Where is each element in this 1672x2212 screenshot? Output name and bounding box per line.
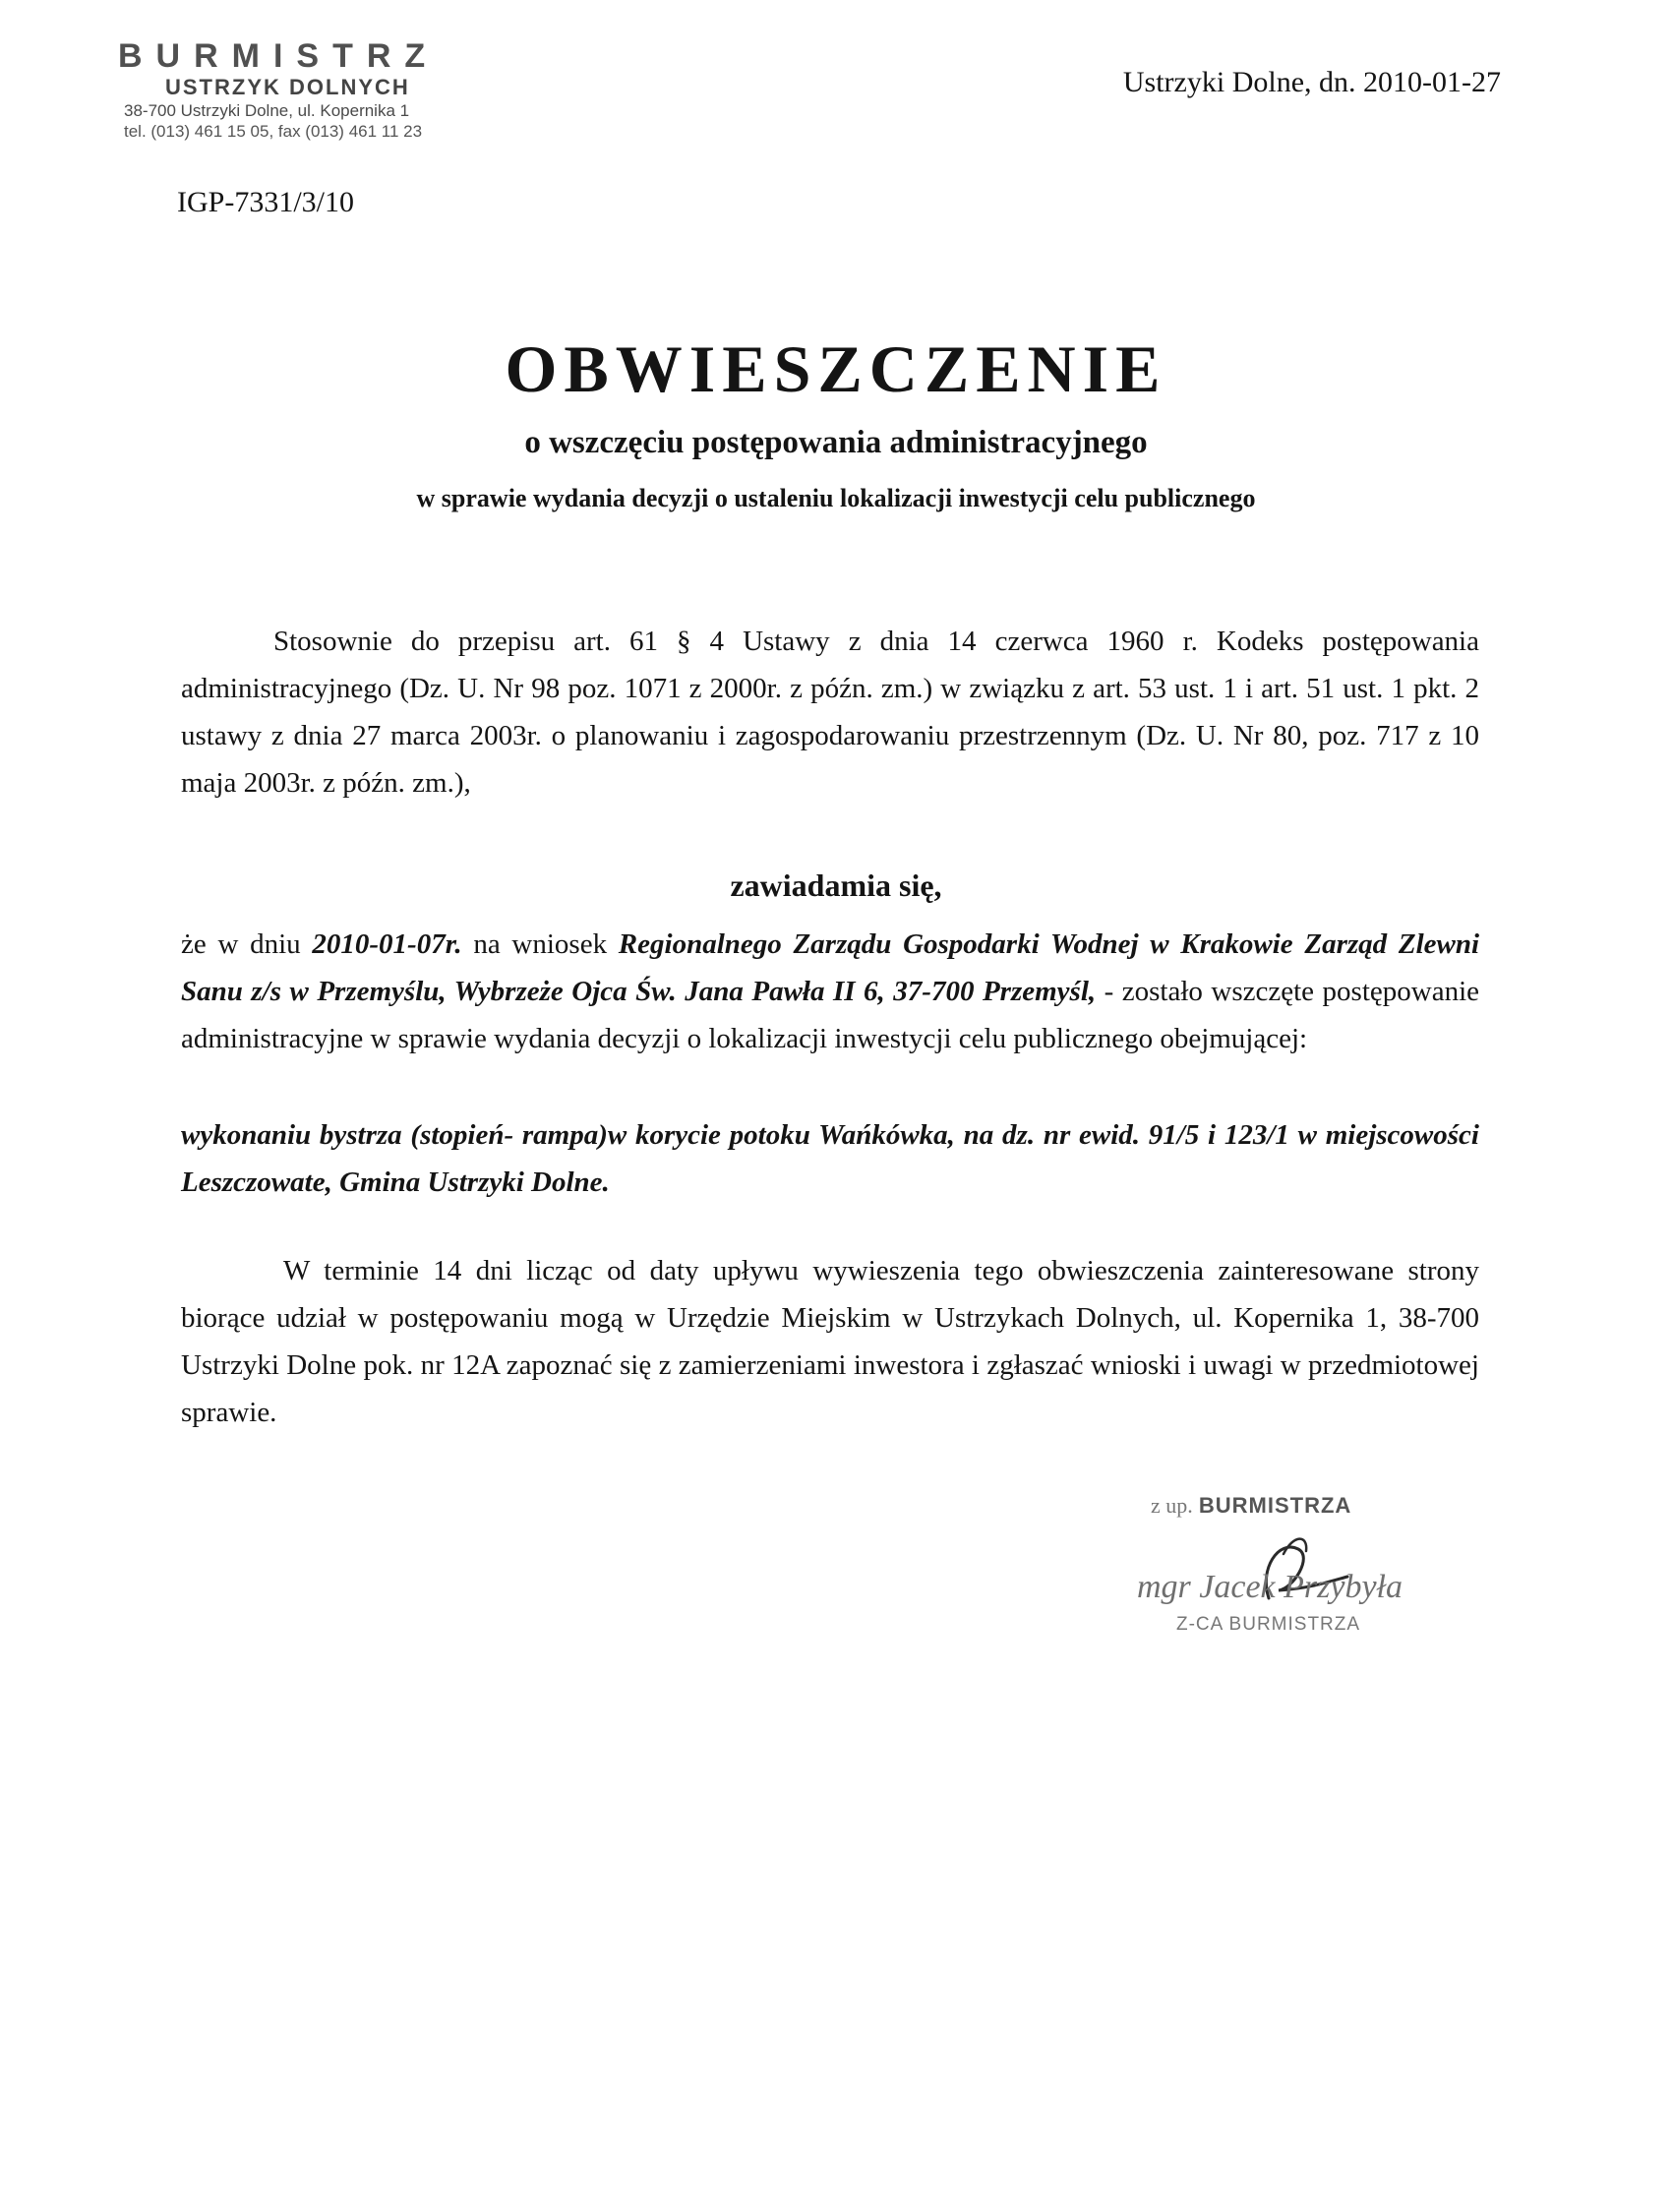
notification-heading: zawiadamia się, — [730, 867, 942, 903]
investment-description: wykonaniu bystrza (stopień- rampa)w korycie potoku Wańkówka, na dz. nr ewid. 91/5 i 123/1 w miejscowości Leszczowate, Gmina Ustrzyki Dolne. — [181, 1119, 1479, 1198]
deadline-paragraph: W terminie 14 dni licząc od daty upływu wywieszenia tego obwieszczenia zainteresowane strony biorące udział w postępowaniu mogą w Urzędzie Miejskim w Ustrzykach Dolnych, ul. Kopernika 1, 38-700 Ustrzyki Dolne pok. nr 12A zapoznać się z zamierzeniami inwestora i zgłaszać wnioski i uwagi w przedmiotowej sprawie. — [181, 1255, 1479, 1428]
stamp-phone: tel. (013) 461 15 05, fax (013) 461 11 23 — [124, 122, 423, 141]
p2-prefix: że w dniu — [181, 928, 301, 960]
p2-suffix: - zostało wszczęte postępowanie administracyjne w sprawie wydania decyzji o lokalizacji inwestycji celu publicznego obejmującej: — [181, 976, 1480, 1054]
office-stamp — [118, 37, 511, 142]
stamp-address: 38-700 Ustrzyki Dolne, ul. Kopernika 1 — [124, 101, 410, 120]
application-date: 2010-01-07r. — [312, 928, 462, 960]
document-title: OBWIESZCZENIE — [505, 331, 1167, 406]
document-subject: w sprawie wydania decyzji o ustaleniu lokalizacji inwestycji celu publicznego — [416, 484, 1256, 512]
legal-basis-paragraph: Stosownie do przepisu art. 61 § 4 Ustawy z dnia 14 czerwca 1960 r. Kodeks postępowania administracyjnego (Dz. U. Nr 98 poz. 1071 z 2000r. z późn. zm.) w związku z art. 53 ust. 1 i art. 51 ust. 1 pkt. 2 ustawy z dnia 27 marca 2003r. o planowaniu i zagospodarowaniu przestrzennym (Dz. U. Nr 80, poz. 717 z 10 maja 2003r. z późn. zm.), — [181, 626, 1479, 799]
signatory-name: mgr Jacek Przybyła — [1137, 1569, 1403, 1605]
p2-mid: na wniosek — [473, 928, 608, 960]
place-and-date: Ustrzyki Dolne, dn. 2010-01-27 — [1122, 66, 1501, 98]
on-behalf-role: BURMISTRZA — [1198, 1493, 1352, 1518]
signatory-function: Z-CA BURMISTRZA — [1176, 1614, 1361, 1635]
application-paragraph — [181, 921, 1479, 1062]
applicant-name: Regionalnego Zarządu Gospodarki Wodnej w Krakowie Zarząd Zlewni Sanu z/s w Przemyślu, Wybrzeże Ojca Św. Jana Pawła II 6, 37-700 Przemyśl, — [181, 928, 1480, 1007]
stamp-office-city: USTRZYK DOLNYCH — [165, 75, 410, 99]
case-number: IGP-7331/3/10 — [177, 186, 354, 218]
on-behalf-label: z up. — [1151, 1493, 1193, 1518]
document-subtitle: o wszczęciu postępowania administracyjnego — [524, 425, 1148, 460]
stamp-office-title: BURMISTRZ — [118, 37, 440, 75]
signature-on-behalf — [1151, 1493, 1351, 1519]
